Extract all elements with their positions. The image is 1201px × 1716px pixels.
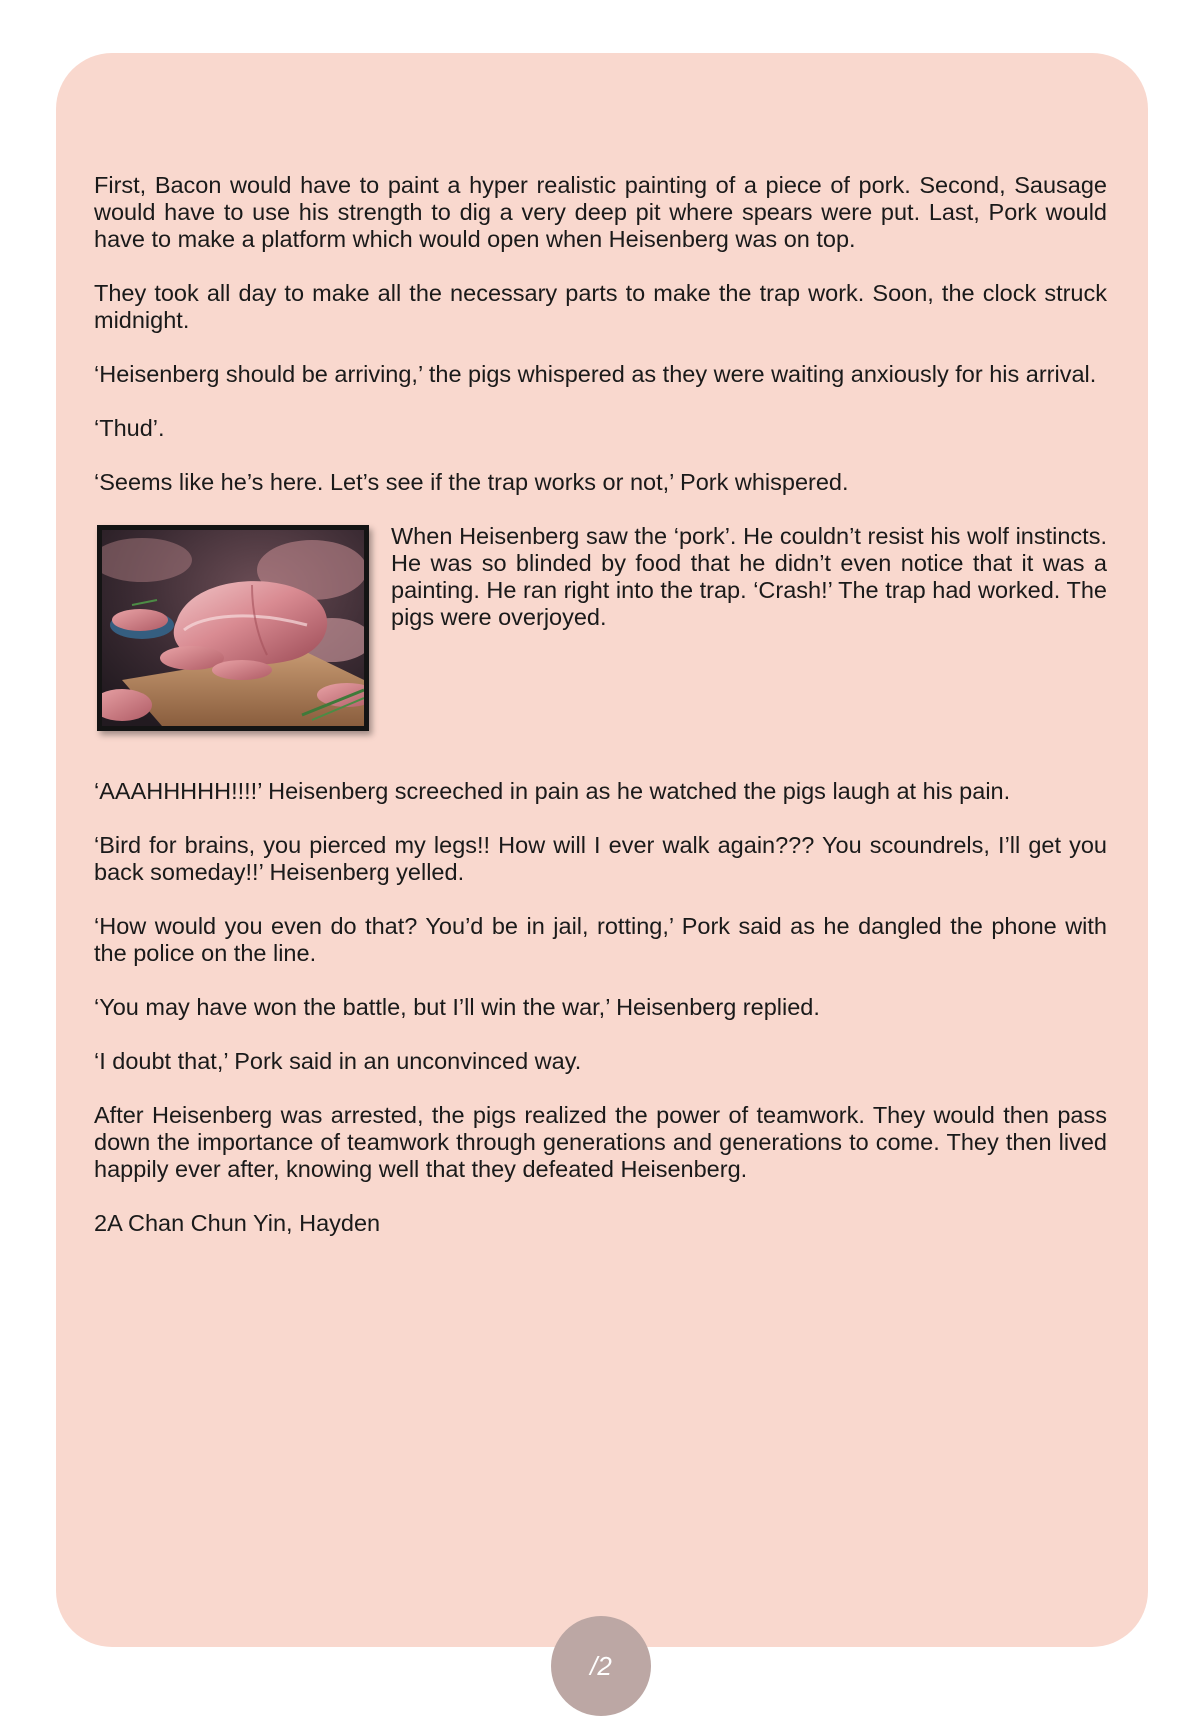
spacer [94, 758, 1107, 778]
story-paragraph: ‘Thud’. [94, 415, 165, 441]
story-paragraph: They took all day to make all the necessary parts to make the trap work. Soon, the clock struck midnight. [94, 280, 1107, 333]
story-paragraph: ‘How would you even do that? You’d be in jail, rotting,’ Pork said as he dangled the phone with the police on the line. [94, 913, 1107, 966]
author-credit: 2A Chan Chun Yin, Hayden [94, 1210, 381, 1236]
story-paragraph: ‘AAAHHHHH!!!!’ Heisenberg screeched in pain as he watched the pigs laugh at his pain. [94, 778, 1011, 804]
pork-painting-illustration [102, 530, 364, 726]
story-paragraph: ‘Heisenberg should be arriving,’ the pigs whispered as they were waiting anxiously for his arrival. [94, 361, 1097, 387]
story-paragraph: After Heisenberg was arrested, the pigs realized the power of teamwork. They would then pass down the importance of teamwork through generations and generations to come. They then lived happily ever after, knowing well that they defeated Heisenberg. [94, 1102, 1107, 1182]
pork-painting-image [97, 525, 369, 731]
figure-paragraph: When Heisenberg saw the ‘pork’. He couldn’t resist his wolf instincts. He was so blinded by food that he didn’t even notice that it was a painting. He ran right into the trap. ‘Crash!’ The trap had worked. The pigs were overjoyed. [391, 523, 1107, 630]
story-paragraph: ‘Seems like he’s here. Let’s see if the trap works or not,’ Pork whispered. [94, 469, 849, 495]
story-paragraph: ‘Bird for brains, you pierced my legs!! How will I ever walk again??? You scoundrels, I’ll get you back someday!!’ Heisenberg yelled. [94, 832, 1107, 885]
story-paragraph: ‘You may have won the battle, but I’ll win the war,’ Heisenberg replied. [94, 994, 820, 1020]
story-paragraph: ‘I doubt that,’ Pork said in an unconvinced way. [94, 1048, 582, 1074]
story-paragraph: First, Bacon would have to paint a hyper realistic painting of a piece of pork. Second, Sausage would have to use his strength to dig a very deep pit where spears were put. Last, Pork would have to make a platform which would open when Heisenberg was on top. [94, 172, 1107, 252]
story-body [94, 172, 1107, 1264]
page-number-badge: /2 [551, 1616, 651, 1716]
figure-row [94, 523, 1107, 731]
